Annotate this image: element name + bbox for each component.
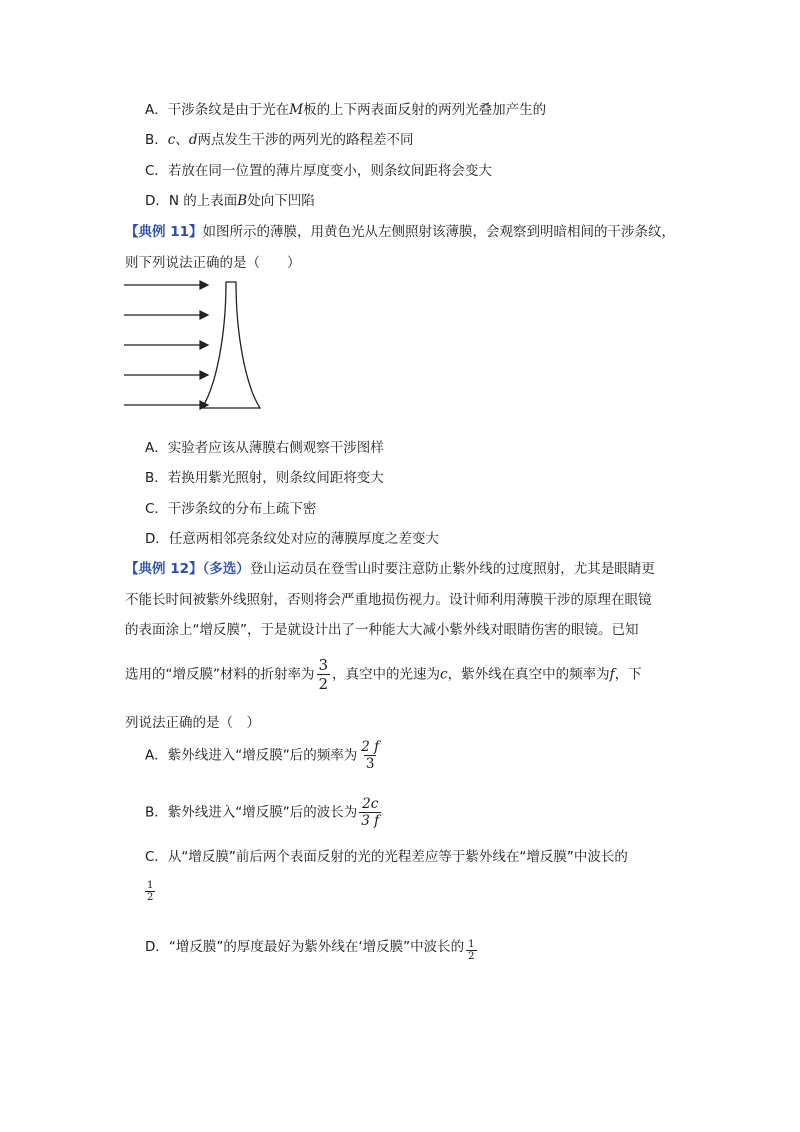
ex12-option-c-fraction: $\frac{1}{2}$: [147, 880, 154, 903]
q10-option-a: A．干涉条纹是由于光在M板的上下两表面反射的两列光叠加产生的: [145, 102, 547, 118]
ex12-option-d: D．“增反膜”的厚度最好为紫外线在‘增反膜”中波长的 $\frac{1}{2}$: [145, 939, 475, 962]
ex12-stem-line2: 不能长时间被紫外线照射，否则将会严重地损伤视力。设计师利用薄膜干涉的原理在眼镜: [125, 592, 652, 608]
wavelength-fraction: $\frac{2c}{3 f}$: [361, 796, 380, 829]
light-ray-arrow: [124, 401, 208, 409]
ex12-option-b: B．紫外线进入“增反膜”后的波长为 $\frac{2c}{3 f}$: [145, 796, 380, 829]
ex11-option-d: D．任意两相邻亮条纹处对应的薄膜厚度之差变大: [145, 531, 439, 547]
ex12-option-c: C．从“增反膜”前后两个表面反射的光的光程差应等于紫外线在“增反膜”中波长的: [145, 849, 628, 865]
ex11-option-a: A．实验者应该从薄膜右侧观察干涉图样: [145, 440, 384, 456]
q10-option-d: D．N 的上表面B处向下凹陷: [145, 193, 315, 209]
light-ray-arrow: [124, 371, 208, 379]
half-fraction: $\frac{1}{2}$: [468, 939, 475, 962]
q10-option-c: C．若放在同一位置的薄片厚度变小，则条纹间距将会变大: [145, 163, 492, 179]
refractive-index-fraction: $\frac{3}{2}$: [318, 656, 329, 693]
ex11-option-c: C．干涉条纹的分布上疏下密: [145, 501, 317, 517]
ex11-label: 【典例 11】: [125, 224, 203, 240]
light-ray-arrow: [124, 311, 208, 319]
thin-film-figure: [120, 276, 270, 416]
ex12-option-a: A．紫外线进入“增反膜”后的频率为 $\frac{2 f}{3}$: [145, 739, 380, 772]
light-ray-arrow: [124, 341, 208, 349]
frequency-fraction: $\frac{2 f}{3}$: [361, 739, 380, 772]
q10-option-b: B．c、d两点发生干涉的两列光的路程差不同: [145, 132, 414, 148]
ex12-stem-line4: 选用的“增反膜”材料的折射率为 $\frac{3}{2}$ ，真空中的光速为c，紫外线在真空中的频率为f，下: [125, 656, 642, 693]
light-ray-arrow: [124, 281, 208, 289]
ex11-stem-line1: 【典例 11】如图所示的薄膜，用黄色光从左侧照射该薄膜，会观察到明暗相间的干涉条纹，: [125, 224, 675, 240]
ex12-stem-line1: 【典例 12】（多选）登山运动员在登雪山时要注意防止紫外线的过度照射，尤其是眼睛更: [125, 561, 655, 577]
ex11-stem-line2: 则下列说法正确的是（ ）: [125, 255, 301, 271]
thin-film-wedge: [202, 282, 260, 408]
ex12-label: 【典例 12】: [125, 561, 203, 577]
ex12-stem-line3: 的表面涂上“增反膜”，于是就设计出了一种能大大减小紫外线对眼睛伤害的眼镜。已知: [125, 622, 639, 638]
ex12-multi-select-tag: （多选）: [202, 561, 250, 577]
ex12-stem-line5: 列说法正确的是（ ）: [125, 715, 260, 731]
ex11-option-b: B．若换用紫光照射，则条纹间距将变大: [145, 470, 384, 486]
